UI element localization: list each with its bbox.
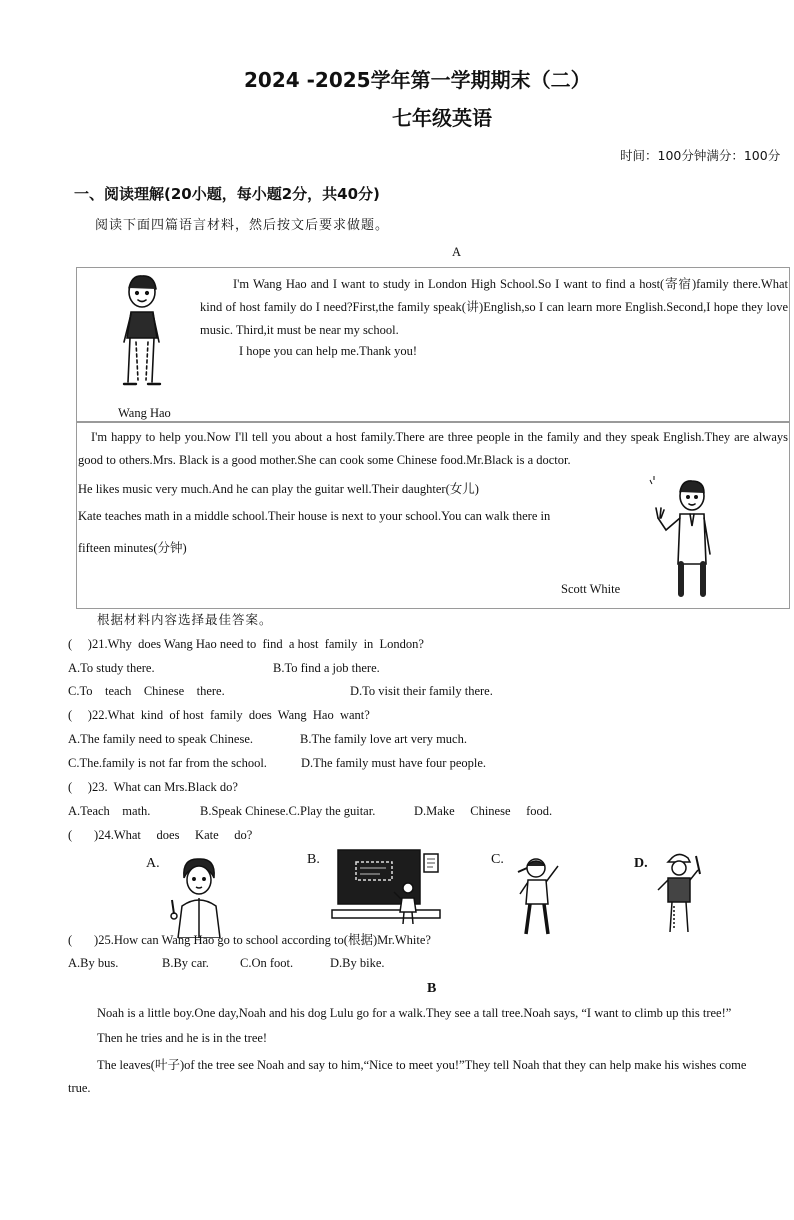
scott-text-4: fifteen minutes(分钟) bbox=[78, 541, 187, 555]
passage-b-paragraph-3-end: true. bbox=[68, 1081, 91, 1095]
wang-hao-illustration bbox=[112, 272, 172, 396]
q21-option-b[interactable]: B.To find a job there. bbox=[273, 661, 380, 675]
passage-a-instruction: 根据材料内容选择最佳答案。 bbox=[97, 612, 273, 627]
question-23: ( )23. What can Mrs.Black do? bbox=[68, 780, 238, 794]
question-25: ( )25.How can Wang Hao go to school according to(根据)Mr.White? bbox=[68, 933, 431, 947]
passage-a-label: A bbox=[452, 245, 462, 259]
question-21: ( )21.Why does Wang Hao need to find a host family in London? bbox=[68, 637, 424, 651]
student-picture bbox=[510, 856, 568, 938]
q21-option-a[interactable]: A.To study there. bbox=[68, 661, 155, 675]
q21-option-d[interactable]: D.To visit their family there. bbox=[350, 684, 493, 698]
q23-option-d[interactable]: D.Make Chinese food. bbox=[414, 804, 553, 818]
section-instruction: 阅读下面四篇语言材料，然后按文后要求做题。 bbox=[95, 218, 390, 233]
doctor-picture bbox=[166, 856, 232, 938]
q22-option-d[interactable]: D.The family must have four people. bbox=[301, 756, 487, 770]
q22-option-b[interactable]: B.The family love art very much. bbox=[300, 732, 467, 746]
teacher-picture bbox=[330, 848, 446, 926]
q25-option-c[interactable]: C.On foot. bbox=[240, 956, 294, 970]
wang-hao-text: I'm Wang Hao and I want to study in London High School.So I want to find a host(寄宿)family there.What kind of host family do I need?First,the family speak(讲)English,so I can learn more English.Second,I hope they love music. Third,it must be near my school. bbox=[200, 277, 788, 337]
q24-option-c[interactable]: C. bbox=[491, 852, 504, 867]
question-22: ( )22.What kind of host family does Wang Hao want? bbox=[68, 708, 370, 722]
passage-b-label: B bbox=[427, 981, 437, 996]
wang-hao-thanks: I hope you can help me.Thank you! bbox=[239, 344, 418, 358]
section-heading: 一、阅读理解(20小题，每小题2分，共40分) bbox=[74, 185, 380, 203]
passage-b-paragraph-3: The leaves(叶子)of the tree see Noah and say to him,“Nice to meet you!”They tell Noah that they can help make his wishes come bbox=[97, 1058, 747, 1072]
q25-option-a[interactable]: A.By bus. bbox=[68, 956, 119, 970]
passage-b-paragraph-2: Then he tries and he is in the tree! bbox=[97, 1031, 268, 1045]
scott-text-2: He likes music very much.And he can play the guitar well.Their daughter(女儿) bbox=[78, 482, 479, 496]
scott-text-3: Kate teaches math in a middle school.Their house is next to your school.You can walk there in bbox=[78, 509, 551, 523]
scott-text-1: I'm happy to help you.Now I'll tell you about a host family.There are three people in the family and they speak English.They are always good to others.Mrs. Black is a good mother.She can cook some Chinese food.Mr.Black is a doctor. bbox=[78, 430, 788, 467]
q21-option-c[interactable]: C.To teach Chinese there. bbox=[68, 684, 225, 698]
scott-white-caption: Scott White bbox=[561, 582, 621, 596]
wang-hao-caption: Wang Hao bbox=[118, 406, 171, 420]
q23-option-bc[interactable]: B.Speak Chinese.C.Play the guitar. bbox=[200, 804, 376, 818]
exam-title: 2024 -2025学年第一学期期末（二） bbox=[244, 68, 591, 92]
exam-subtitle: 七年级英语 bbox=[392, 106, 492, 130]
q25-option-d[interactable]: D.By bike. bbox=[330, 956, 385, 970]
q23-option-a[interactable]: A.Teach math. bbox=[68, 804, 151, 818]
scott-white-illustration bbox=[648, 474, 732, 598]
q24-option-d[interactable]: D. bbox=[634, 856, 648, 871]
passage-b-paragraph-1: Noah is a little boy.One day,Noah and his dog Lulu go for a walk.They see a tall tree.Noah says, “I want to climb up this tree!” bbox=[97, 1006, 732, 1020]
q25-option-b[interactable]: B.By car. bbox=[162, 956, 209, 970]
q24-option-a[interactable]: A. bbox=[146, 856, 160, 871]
q24-option-b[interactable]: B. bbox=[307, 852, 320, 867]
time-info: 时间：100分钟满分：100分 bbox=[620, 148, 781, 163]
question-24: ( )24.What does Kate do? bbox=[68, 828, 253, 842]
q22-option-c[interactable]: C.The.family is not far from the school. bbox=[68, 756, 267, 770]
q22-option-a[interactable]: A.The family need to speak Chinese. bbox=[68, 732, 254, 746]
worker-picture bbox=[652, 850, 704, 936]
